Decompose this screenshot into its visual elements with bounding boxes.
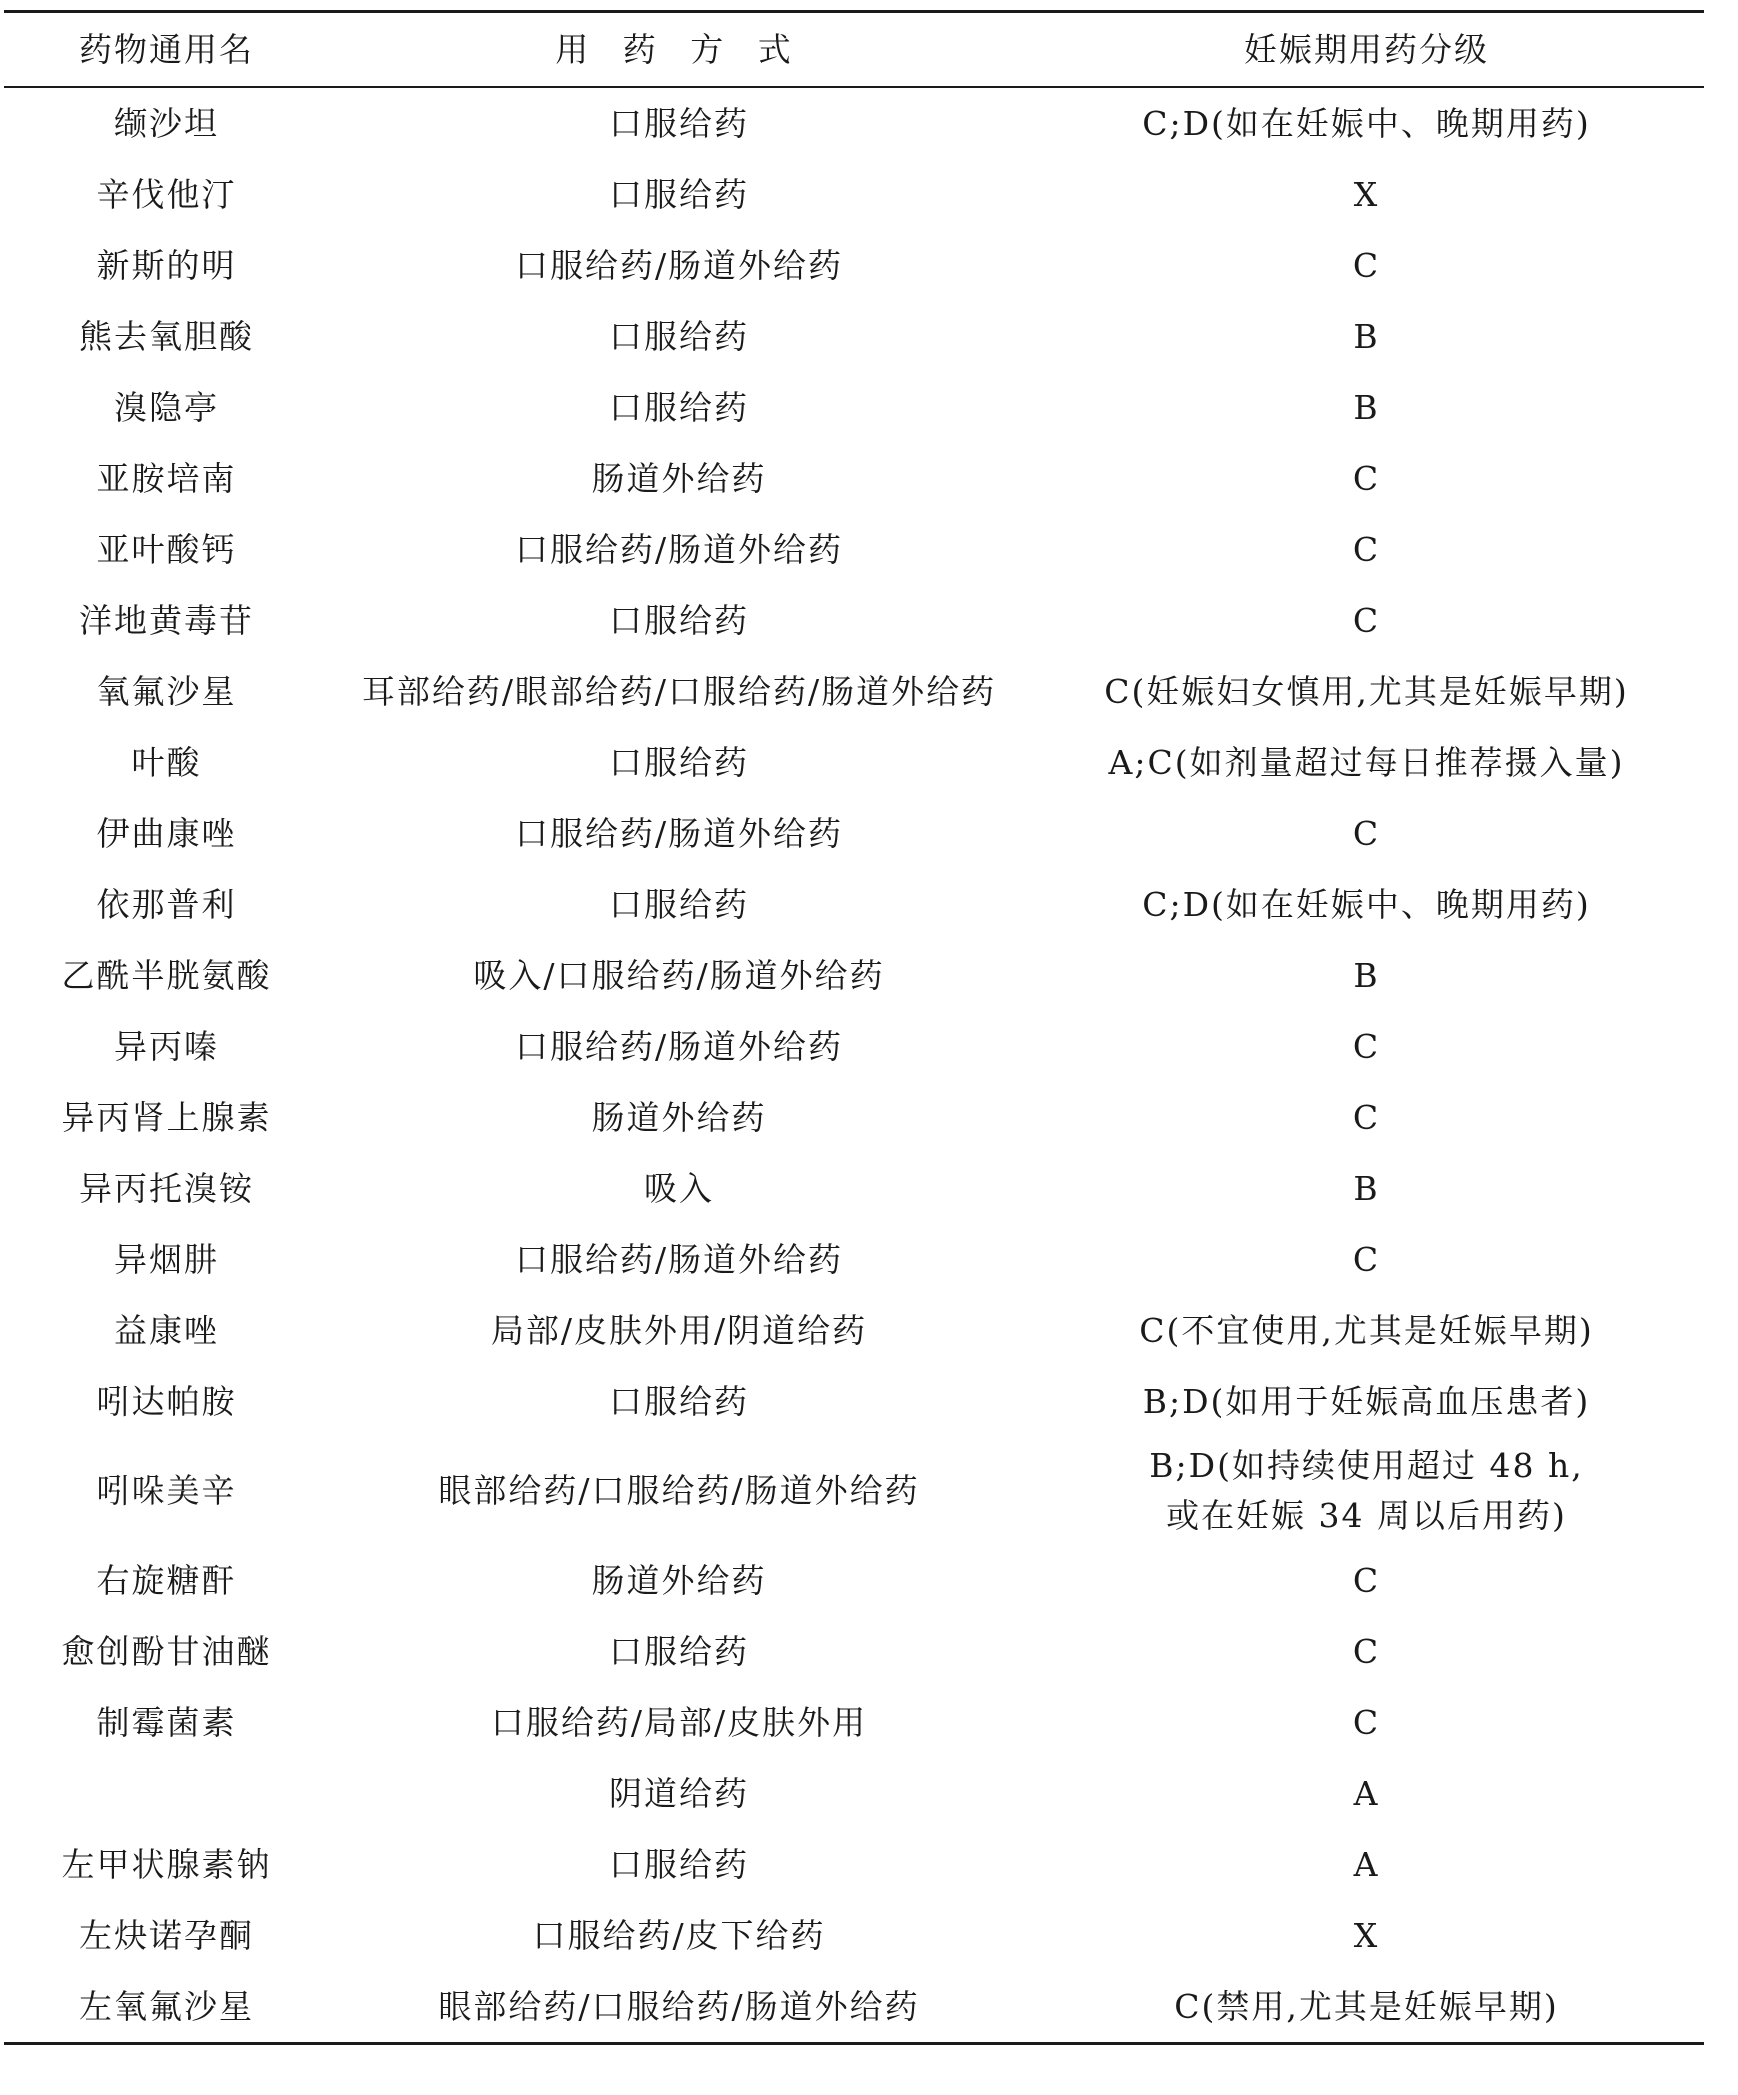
table-row — [4, 1295, 1704, 1366]
pregnancy-grade-line: C — [1352, 813, 1381, 853]
route-cell: 口服给药/肠道外给药 — [514, 1239, 844, 1279]
drug-pregnancy-table-container — [4, 10, 1704, 2045]
pregnancy-grade-line: C — [1352, 1097, 1381, 1137]
pregnancy-grade-cell — [1029, 798, 1704, 869]
pregnancy-grade-line: B — [1353, 1168, 1380, 1208]
drug-name-cell: 吲达帕胺 — [96, 1381, 237, 1421]
route-cell: 口服给药/肠道外给药 — [514, 529, 844, 569]
table-row — [4, 1153, 1704, 1224]
table-row — [4, 1545, 1704, 1616]
route-cell: 口服给药 — [609, 600, 749, 640]
pregnancy-grade-line: A — [1353, 1844, 1380, 1884]
route-cell: 口服给药/肠道外给药 — [514, 813, 844, 853]
drug-name-cell — [4, 1758, 329, 1829]
route-cell: 耳部给药/眼部给药/口服给药/肠道外给药 — [361, 671, 997, 711]
pregnancy-grade-cell — [1029, 1295, 1704, 1366]
route-cell: 口服给药/肠道外给药 — [514, 245, 844, 285]
drug-name-cell: 亚叶酸钙 — [96, 529, 237, 569]
route-cell: 口服给药 — [609, 1381, 749, 1421]
drug-name-cell: 叶酸 — [131, 742, 202, 782]
header-drug-name: 药物通用名 — [79, 29, 254, 69]
table-row — [4, 1616, 1704, 1687]
route-cell: 眼部给药/口服给药/肠道外给药 — [438, 1986, 920, 2026]
pregnancy-grade-line: C;D(如在妊娠中、晚期用药) — [1142, 884, 1591, 924]
pregnancy-grade-line: C — [1352, 600, 1381, 640]
pregnancy-grade-line: B — [1353, 387, 1380, 427]
table-row — [4, 230, 1704, 301]
route-cell: 口服给药 — [609, 1844, 749, 1884]
table-row — [4, 1224, 1704, 1295]
table-row — [4, 1437, 1704, 1545]
pregnancy-grade-line: C — [1352, 458, 1381, 498]
drug-name-cell: 异丙托溴铵 — [79, 1168, 254, 1208]
route-cell: 肠道外给药 — [591, 1097, 767, 1137]
pregnancy-grade-line: C — [1352, 1702, 1381, 1742]
route-cell: 口服给药 — [609, 1631, 749, 1671]
drug-name-cell: 洋地黄毒苷 — [79, 600, 254, 640]
pregnancy-grade-cell — [1029, 940, 1704, 1011]
table-row — [4, 798, 1704, 869]
table-row — [4, 656, 1704, 727]
table-row — [4, 585, 1704, 656]
table-row — [4, 1829, 1704, 1900]
drug-name-cell: 制霉菌素 — [96, 1702, 237, 1742]
pregnancy-grade-cell — [1029, 230, 1704, 301]
pregnancy-grade-line: C — [1352, 1239, 1381, 1279]
route-cell: 口服给药 — [609, 316, 749, 356]
route-cell: 吸入/口服给药/肠道外给药 — [473, 955, 885, 995]
route-cell: 肠道外给药 — [591, 1560, 767, 1600]
route-cell: 局部/皮肤外用/阴道给药 — [490, 1310, 868, 1350]
route-cell: 口服给药 — [609, 387, 749, 427]
route-cell: 口服给药 — [609, 742, 749, 782]
drug-name-cell: 亚胺培南 — [96, 458, 237, 498]
pregnancy-grade-line: C — [1352, 245, 1381, 285]
pregnancy-grade-cell — [1029, 1545, 1704, 1616]
pregnancy-grade-line: C(禁用,尤其是妊娠早期) — [1174, 1986, 1559, 2026]
table-row — [4, 1082, 1704, 1153]
table-row — [4, 514, 1704, 585]
drug-name-cell: 益康唑 — [114, 1310, 219, 1350]
pregnancy-grade-cell — [1029, 1011, 1704, 1082]
pregnancy-grade-cell — [1029, 1616, 1704, 1687]
drug-name-cell: 愈创酚甘油醚 — [61, 1631, 272, 1671]
drug-name-cell: 异丙肾上腺素 — [61, 1097, 272, 1137]
pregnancy-grade-cell — [1029, 514, 1704, 585]
drug-name-cell: 吲哚美辛 — [96, 1471, 237, 1510]
pregnancy-grade-line: A;C(如剂量超过每日推荐摄入量) — [1108, 742, 1625, 782]
route-cell: 眼部给药/口服给药/肠道外给药 — [438, 1471, 920, 1510]
pregnancy-grade-line: C(不宜使用,尤其是妊娠早期) — [1139, 1310, 1594, 1350]
pregnancy-grade-line: C;D(如在妊娠中、晚期用药) — [1142, 103, 1591, 143]
route-cell: 肠道外给药 — [591, 458, 767, 498]
drug-name-cell: 右旋糖酐 — [96, 1560, 237, 1600]
pregnancy-grade-cell — [1029, 87, 1704, 159]
table-header — [4, 12, 1704, 88]
route-cell: 吸入 — [644, 1168, 714, 1208]
pregnancy-grade-cell — [1029, 656, 1704, 727]
pregnancy-grade-cell — [1029, 301, 1704, 372]
drug-name-cell: 辛伐他汀 — [96, 174, 237, 214]
table-row — [4, 1758, 1704, 1829]
table-row — [4, 869, 1704, 940]
table-row — [4, 372, 1704, 443]
pregnancy-grade-line: C — [1352, 1026, 1381, 1066]
pregnancy-grade-cell — [1029, 1366, 1704, 1437]
pregnancy-grade-cell — [1029, 1687, 1704, 1758]
route-cell: 口服给药 — [609, 103, 749, 143]
table-row — [4, 727, 1704, 798]
route-cell: 口服给药/肠道外给药 — [514, 1026, 844, 1066]
pregnancy-grade-line: A — [1353, 1773, 1380, 1813]
header-row — [4, 12, 1704, 88]
table-row — [4, 1366, 1704, 1437]
table-row — [4, 1900, 1704, 1971]
pregnancy-grade-line: C(妊娠妇女慎用,尤其是妊娠早期) — [1104, 671, 1629, 711]
pregnancy-grade-line: X — [1353, 174, 1380, 214]
pregnancy-grade-line: B — [1353, 955, 1380, 995]
drug-name-cell: 依那普利 — [96, 884, 237, 924]
drug-name-cell: 左氧氟沙星 — [79, 1986, 254, 2026]
route-cell: 口服给药/局部/皮肤外用 — [490, 1702, 868, 1742]
table-row — [4, 87, 1704, 159]
drug-name-cell: 溴隐亭 — [114, 387, 219, 427]
drug-pregnancy-table — [4, 10, 1704, 2045]
drug-name-cell: 氧氟沙星 — [96, 671, 237, 711]
route-cell: 口服给药 — [609, 884, 749, 924]
pregnancy-grade-cell — [1029, 1829, 1704, 1900]
pregnancy-grade-cell — [1029, 727, 1704, 798]
drug-name-cell: 新斯的明 — [96, 245, 237, 285]
route-cell: 口服给药/皮下给药 — [532, 1915, 826, 1955]
pregnancy-grade-cell — [1029, 1082, 1704, 1153]
pregnancy-grade-cell — [1029, 1758, 1704, 1829]
pregnancy-grade-cell — [1029, 1900, 1704, 1971]
pregnancy-grade-cell — [1029, 1971, 1704, 2044]
table-row — [4, 1011, 1704, 1082]
pregnancy-grade-cell — [1029, 1437, 1704, 1545]
pregnancy-grade-cell — [1029, 372, 1704, 443]
pregnancy-grade-cell — [1029, 443, 1704, 514]
route-cell: 阴道给药 — [609, 1773, 749, 1813]
pregnancy-grade-line: X — [1353, 1915, 1380, 1955]
header-pregnancy-grade: 妊娠期用药分级 — [1244, 29, 1489, 69]
pregnancy-grade-line: B — [1353, 316, 1380, 356]
header-route: 用 药 方 式 — [555, 29, 803, 69]
table-row — [4, 1971, 1704, 2044]
drug-name-cell: 熊去氧胆酸 — [79, 316, 254, 356]
pregnancy-grade-line: B;D(如用于妊娠高血压患者) — [1142, 1381, 1591, 1421]
route-cell: 口服给药 — [609, 174, 749, 214]
drug-name-cell: 异烟肼 — [114, 1239, 219, 1279]
drug-name-cell: 伊曲康唑 — [96, 813, 237, 853]
pregnancy-grade-line: C — [1352, 1560, 1381, 1600]
drug-name-cell: 乙酰半胱氨酸 — [61, 955, 272, 995]
drug-name-cell: 异丙嗪 — [114, 1026, 219, 1066]
table-row — [4, 940, 1704, 1011]
pregnancy-grade-line: 或在妊娠 34 周以后用药) — [1166, 1496, 1567, 1535]
table-body — [4, 87, 1704, 2044]
table-row — [4, 443, 1704, 514]
pregnancy-grade-line: C — [1352, 529, 1381, 569]
table-row — [4, 1687, 1704, 1758]
table-row — [4, 159, 1704, 230]
drug-name-cell: 缬沙坦 — [114, 103, 219, 143]
pregnancy-grade-line: C — [1352, 1631, 1381, 1671]
drug-name-cell: 左炔诺孕酮 — [79, 1915, 254, 1955]
pregnancy-grade-cell — [1029, 869, 1704, 940]
pregnancy-grade-cell — [1029, 159, 1704, 230]
pregnancy-grade-cell — [1029, 585, 1704, 656]
drug-name-cell: 左甲状腺素钠 — [61, 1844, 272, 1884]
table-row — [4, 301, 1704, 372]
pregnancy-grade-cell — [1029, 1224, 1704, 1295]
pregnancy-grade-line: B;D(如持续使用超过 48 h, — [1149, 1446, 1584, 1485]
pregnancy-grade-cell — [1029, 1153, 1704, 1224]
